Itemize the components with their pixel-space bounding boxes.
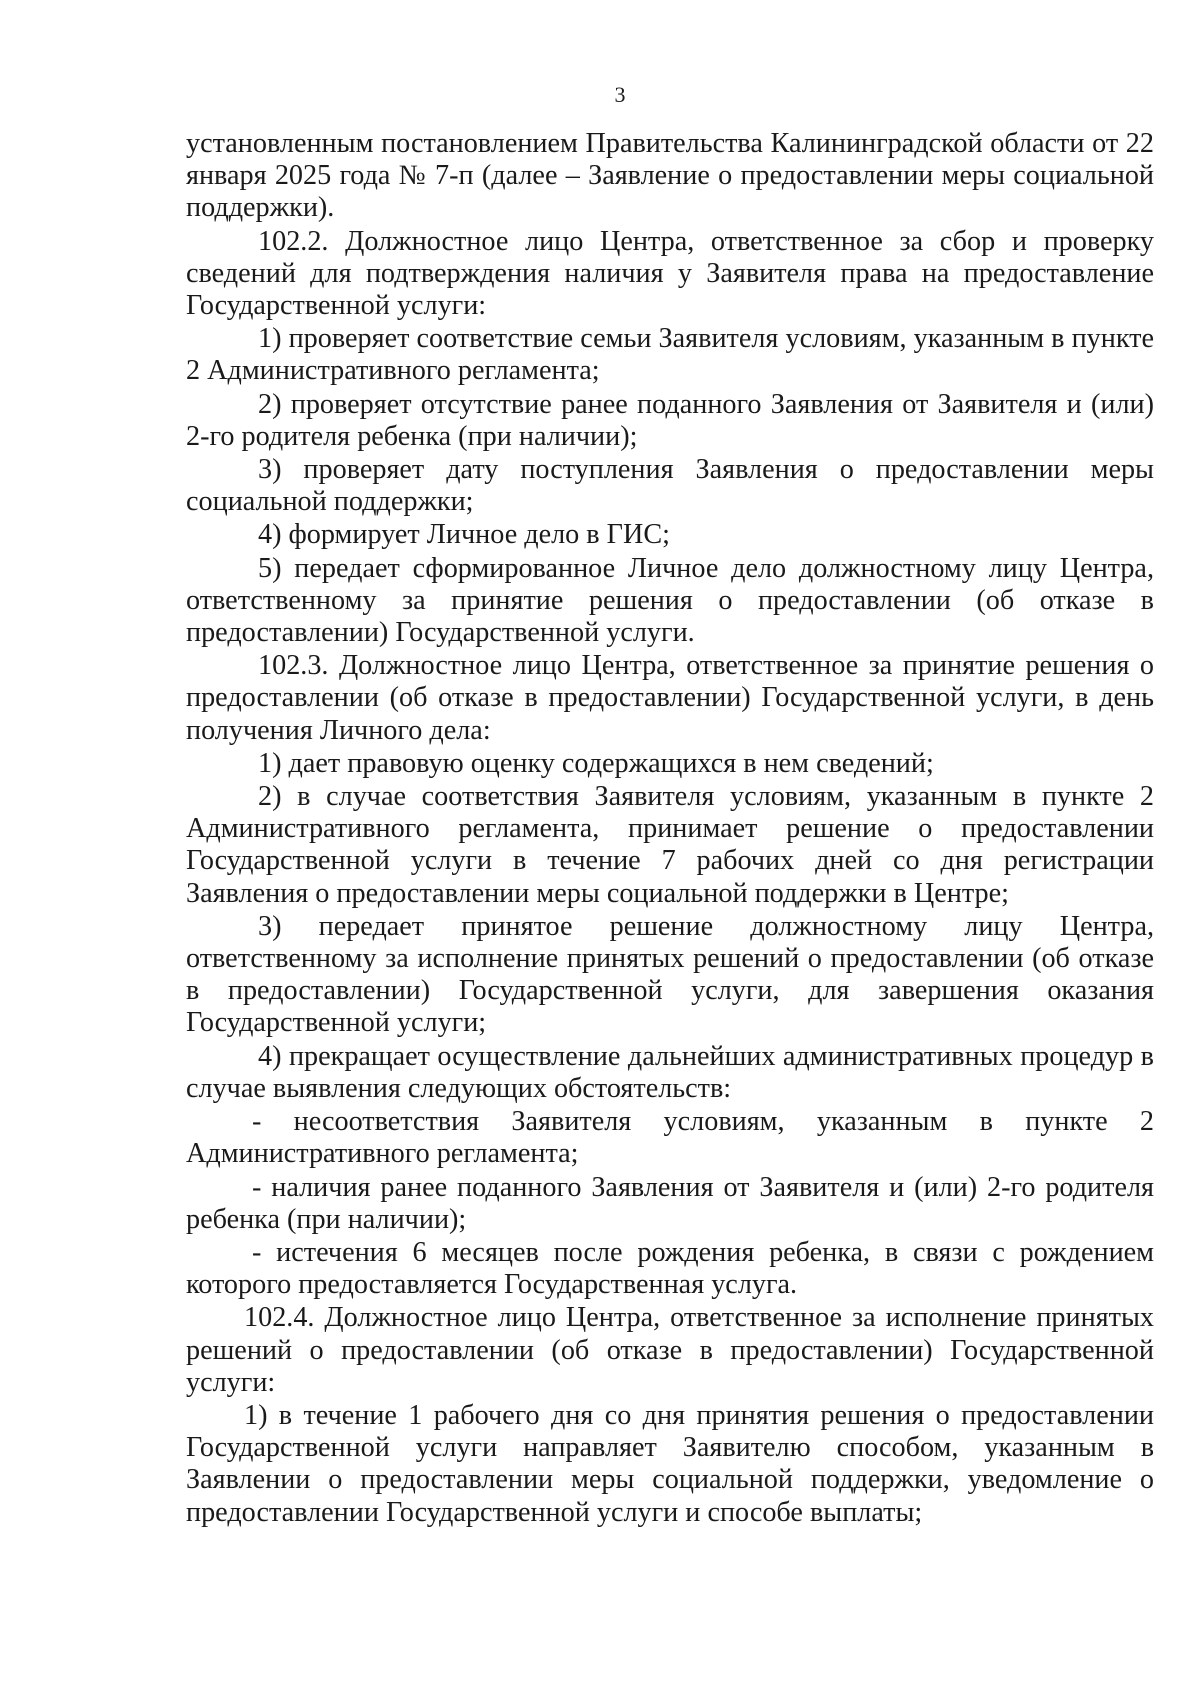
paragraph-102-3: 102.3. Должностное лицо Центра, ответственное за принятие решения о предоставлении (об отказе в предоставлении) Государственной услуги, в день получения Личного дела: [186, 650, 1154, 746]
list-item-102-3-3: 3) передает принятое решение должностному лицу Центра, ответственному за исполнение принятых решений о предоставлении (об отказе в предоставлении) Государственной услуги, для завершения оказания Государственной услуги; [186, 910, 1154, 1039]
list-item-102-2-5: 5) передает сформированное Личное дело должностному лицу Центра, ответственному за принятие решения о предоставлении (об отказе в предоставлении) Государственной услуги. [186, 552, 1154, 649]
dash-item-2: - наличия ранее поданного Заявления от Заявителя и (или) 2-го родителя ребенка (при наличии); [186, 1171, 1154, 1235]
dash-item-3: - истечения 6 месяцев после рождения ребенка, в связи с рождением которого предоставляется Государственная услуга. [186, 1236, 1154, 1301]
list-item-102-2-3: 3) проверяет дату поступления Заявления о предоставлении меры социальной поддержки; [186, 454, 1154, 518]
paragraph-intro: установленным постановлением Правительства Калининградской области от 22 января 2025 года № 7-п (далее – Заявление о предоставлении меры социальной поддержки). [186, 128, 1154, 224]
list-item-102-3-2: 2) в случае соответствия Заявителя условиям, указанным в пункте 2 Административного регламента, принимает решение о предоставлении Государственной услуги в течение 7 рабочих дней со дня регистрации Заявления о предоставлении меры социальной поддержки в Центре; [186, 781, 1154, 909]
list-item-102-2-2: 2) проверяет отсутствие ранее поданного Заявления от Заявителя и (или) 2-го родителя ребенка (при наличии); [186, 388, 1154, 452]
dash-item-1: - несоответствия Заявителя условиям, указанным в пункте 2 Административного регламента; [186, 1106, 1154, 1170]
page-number: 3 [614, 82, 626, 107]
paragraph-102-2: 102.2. Должностное лицо Центра, ответственное за сбор и проверку сведений для подтверждения наличия у Заявителя права на предоставление Государственной услуги: [186, 225, 1154, 322]
list-item-102-2-1: 1) проверяет соответствие семьи Заявителя условиям, указанным в пункте 2 Административного регламента; [186, 323, 1154, 387]
document-body [186, 128, 1154, 1530]
list-item-102-2-4: 4) формирует Личное дело в ГИС; [258, 519, 670, 551]
list-item-102-3-1: 1) дает правовую оценку содержащихся в нем сведений; [258, 747, 934, 779]
list-item-102-3-4: 4) прекращает осуществление дальнейших административных процедур в случае выявления следующих обстоятельств: [186, 1040, 1154, 1104]
list-item-102-4-1: 1) в течение 1 рабочего дня со дня принятия решения о предоставлении Государственной услуги направляет Заявителю способом, указанным в Заявлении о предоставлении меры социальной поддержки, уведомление о предоставлении Государственной услуги и способе выплаты; [186, 1399, 1154, 1528]
paragraph-102-4: 102.4. Должностное лицо Центра, ответственное за исполнение принятых решений о предоставлении (об отказе в предоставлении) Государственной услуги: [186, 1302, 1154, 1398]
